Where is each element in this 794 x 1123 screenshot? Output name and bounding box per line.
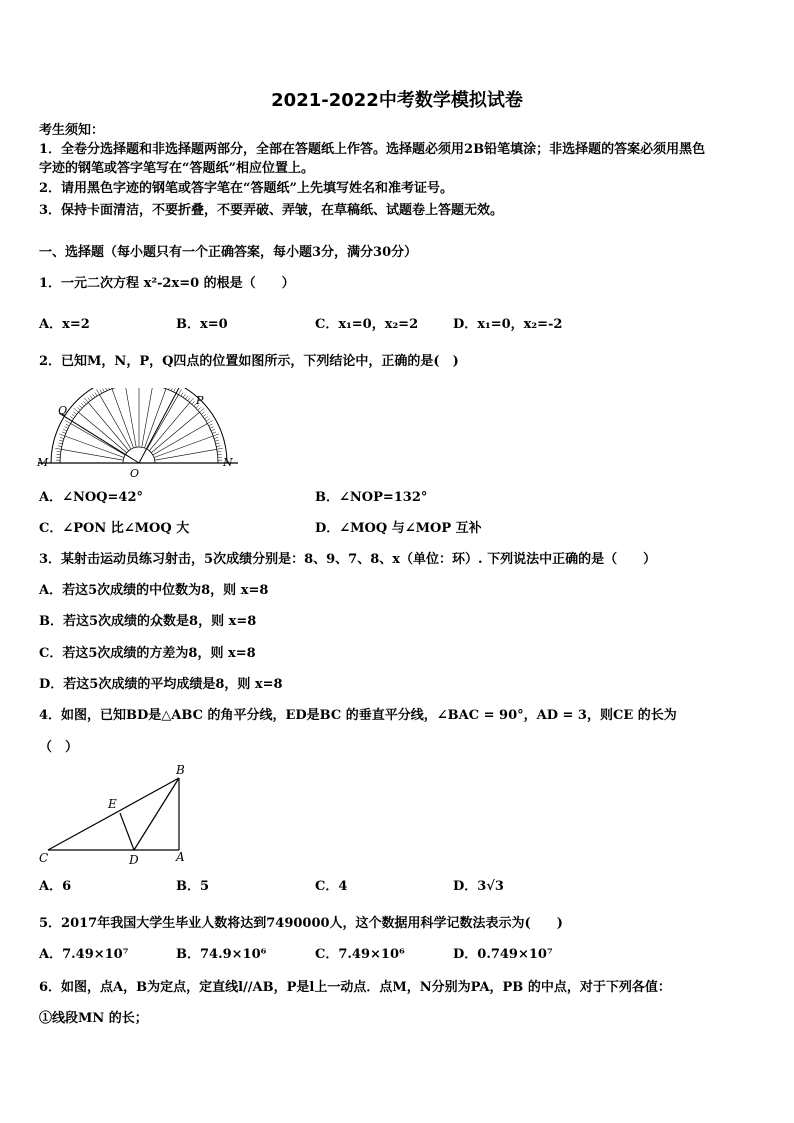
q3-stem: 3．某射击运动员练习射击，5次成绩分别是：8、9、7、8、x（单位：环）. 下列说法中正确的是（ ）: [39, 552, 657, 567]
protractor-tick: [95, 393, 97, 396]
segment-ed: [120, 813, 134, 850]
notice-heading: 考生须知：: [39, 123, 105, 138]
protractor-tick: [74, 408, 79, 412]
protractor-tick: [81, 403, 84, 406]
q4-option-d: D．3√3: [453, 879, 504, 894]
protractor-tick: [90, 396, 92, 399]
q2-option-b: B．∠NOP=132°: [315, 490, 428, 505]
q3-option-b: B．若这5次成绩的众数是8，则 x=8: [39, 614, 257, 629]
protractor-tick: [207, 421, 212, 424]
label-a: A: [176, 850, 185, 864]
protractor-tick: [72, 414, 75, 416]
protractor-tick: [181, 393, 183, 396]
protractor-tick: [190, 398, 194, 403]
protractor-tick: [59, 440, 63, 441]
segment-bd: [134, 778, 179, 850]
protractor-tick: [58, 443, 62, 444]
protractor-tick: [105, 388, 107, 391]
protractor-tick: [57, 451, 61, 452]
protractor-tick: [100, 390, 102, 394]
protractor-tick: [55, 448, 61, 449]
protractor-tick: [88, 398, 90, 401]
protractor-tick: [204, 417, 207, 419]
protractor-tick: [206, 419, 209, 421]
q1-option-c: C．x₁=0，x₂=2: [315, 317, 419, 332]
notice-item-3: 3．保持卡面清洁，不要折叠，不要弄破、弄皱，在草稿纸、试题卷上答题无效。: [39, 203, 504, 218]
protractor-tick: [209, 424, 213, 426]
protractor-tick: [58, 446, 62, 447]
protractor-ray: [112, 389, 134, 448]
page-title: 2021-2022中考数学模拟试卷: [271, 90, 523, 111]
q6-item-1: ①线段MN 的长；: [39, 1011, 148, 1026]
q1-option-a: A．x=2: [39, 317, 90, 332]
protractor-tick: [217, 448, 223, 449]
q4-option-a: A．6: [39, 879, 72, 894]
protractor-ray: [125, 388, 136, 447]
protractor-ray: [65, 436, 124, 458]
protractor-tick: [210, 427, 214, 429]
protractor-tick: [179, 389, 182, 394]
protractor-tick: [174, 388, 176, 392]
protractor-tick: [64, 427, 68, 429]
protractor-tick: [77, 407, 80, 410]
protractor-tick: [171, 388, 173, 391]
protractor-tick: [211, 429, 215, 431]
protractor-tick: [70, 417, 73, 419]
q3-option-c: C．若这5次成绩的方差为8，则 x=8: [39, 646, 256, 661]
q3-option-a: A．若这5次成绩的中位数为8，则 x=8: [39, 583, 269, 598]
label-q: Q: [58, 404, 68, 417]
protractor-tick: [65, 421, 70, 424]
protractor-tick: [60, 437, 64, 438]
q3-option-d: D．若这5次成绩的平均成绩是8，则 x=8: [39, 677, 283, 692]
notice-item-1-cont: 字迹的钢笔或答字笔写在“答题纸”相应位置上。: [39, 161, 314, 176]
q5-option-b: B．74.9×10⁶: [176, 947, 267, 962]
protractor-tick: [216, 443, 220, 444]
notice-item-1: 1．全卷分选择题和非选择题两部分，全部在答题纸上作答。选择题必须用2B铅笔填涂；非选择题的答案必须用黑色: [39, 142, 706, 157]
label-e: E: [108, 797, 117, 811]
q2-stem: 2．已知M，N，P，Q四点的位置如图所示，下列结论中，正确的是( ): [39, 354, 459, 369]
label-c: C: [39, 851, 49, 865]
protractor-tick: [192, 401, 195, 404]
protractor-tick: [214, 437, 218, 438]
protractor-ray: [155, 449, 217, 460]
q6-stem: 6．如图，点A，B为定点，定直线l//AB，P是l上一动点．点M，N分别为PA，PB 的中点，对于下列各值：: [39, 980, 671, 995]
protractor-tick: [215, 440, 219, 441]
q5-option-c: C．7.49×10⁶: [315, 947, 405, 962]
protractor-tick: [217, 451, 221, 452]
protractor-ray: [142, 388, 153, 447]
protractor-tick: [108, 388, 109, 390]
q2-option-c: C．∠PON 比∠MOQ 大: [39, 521, 190, 536]
q4-option-b: B．5: [176, 879, 210, 894]
protractor-tick: [93, 394, 95, 397]
protractor-tick: [216, 446, 220, 447]
q2-option-d: D．∠MOQ 与∠MOP 互补: [315, 521, 482, 536]
protractor-tick: [74, 412, 77, 414]
q1-stem: 1．一元二次方程 x²-2x=0 的根是（ ）: [39, 276, 295, 291]
protractor-tick: [66, 424, 70, 426]
protractor-tick: [203, 414, 206, 416]
label-d: D: [129, 853, 139, 867]
protractor-tick: [212, 432, 216, 433]
protractor-tick: [59, 434, 65, 436]
protractor-tick: [103, 388, 105, 392]
section-heading: 一、选择题（每小题只有一个正确答案，每小题3分，满分30分）: [39, 245, 418, 260]
label-n: N: [223, 456, 233, 469]
label-o: O: [130, 467, 140, 480]
protractor-tick: [97, 389, 100, 394]
protractor-tick: [201, 412, 204, 414]
protractor-tick: [200, 408, 205, 412]
protractor-ray: [154, 436, 213, 458]
q4-option-c: C．4: [315, 879, 348, 894]
triangle-figure: [36, 760, 196, 868]
protractor-tick: [169, 388, 170, 390]
q2-option-a: A．∠NOQ=42°: [39, 490, 143, 505]
protractor-tick: [183, 394, 185, 397]
q5-stem: 5．2017年我国大学生毕业人数将达到7490000人，这个数据用科学记数法表示为( ): [39, 916, 563, 931]
protractor-tick: [84, 398, 88, 403]
q4-stem: 4．如图，已知BD是△ABC 的角平分线，ED是BC 的垂直平分线，∠BAC = 90°，AD = 3，则CE 的长为: [39, 708, 677, 723]
q5-option-a: A．7.49×10⁷: [39, 947, 129, 962]
label-p: P: [196, 394, 204, 407]
side-bc: [48, 778, 179, 850]
protractor: [43, 388, 235, 463]
q1-option-b: B．x=0: [176, 317, 228, 332]
protractor-tick: [213, 434, 219, 436]
protractor-ray: [61, 449, 123, 460]
label-m: M: [37, 456, 49, 469]
protractor-tick: [62, 432, 66, 433]
q1-option-d: D．x₁=0，x₂=-2: [453, 317, 563, 332]
q5-option-d: D．0.749×10⁷: [453, 947, 553, 962]
protractor-tick: [63, 429, 67, 431]
notice-item-2: 2．请用黑色字迹的钢笔或答字笔在“答题纸”上先填写姓名和准考证号。: [39, 181, 454, 196]
protractor-tick: [83, 401, 86, 404]
protractor-tick: [198, 407, 201, 410]
q4-paren: （ ）: [39, 740, 79, 755]
label-b: B: [176, 763, 185, 777]
protractor-tick: [79, 405, 82, 408]
protractor-tick: [188, 398, 190, 401]
protractor-tick: [185, 396, 187, 399]
protractor-figure: [34, 388, 244, 480]
